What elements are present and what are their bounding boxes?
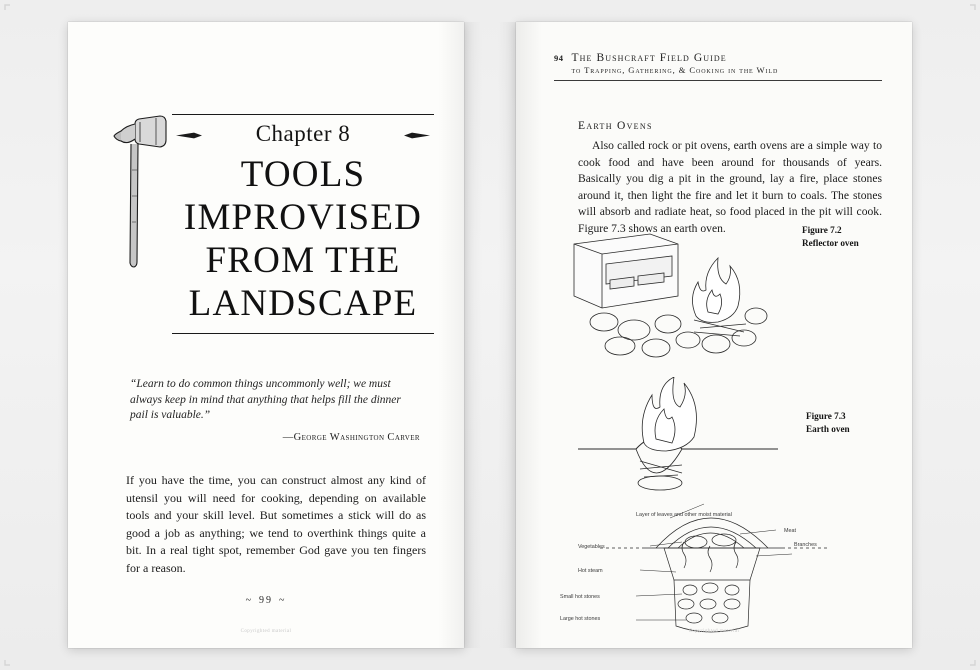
cutaway-label-small-hot-stones: Small hot stones (560, 594, 600, 600)
running-head-title: The Bushcraft Field Guide (571, 52, 727, 64)
frame-corner-icon (960, 650, 976, 666)
section-body-text: Also called rock or pit ovens, earth ovens are a simple way to cook food and have been around for thousands of years. Basically you dig a pit in the ground, lay a fire, place stones around it, then light the fire and let it burn to coals. The stones will absorb and radiate heat, so food placed in the pit will cook. Figure 7.3 shows an earth oven. (578, 139, 882, 235)
cutaway-label-hot-steam: Hot steam (578, 568, 603, 574)
chapter-opener (172, 114, 434, 334)
figure-73-caption (806, 410, 850, 435)
figure-73-number: Figure 7.3 (806, 411, 846, 421)
cutaway-label-vegetables: Vegetables (578, 544, 605, 550)
cutaway-label-large-hot-stones: Large hot stones (560, 616, 601, 622)
running-head-subtitle: to Trapping, Gathering, & Cooking in the Wild (571, 65, 779, 75)
gutter-shadow (464, 22, 516, 648)
figure-72-number: Figure 7.2 (802, 225, 842, 235)
page-number: 99 (259, 595, 273, 606)
epigraph-text: “Learn to do common things uncommonly well; we must always keep in mind that anything that helps fill the dinner pail is valuable.” (130, 378, 401, 421)
section-heading: Earth Ovens (578, 120, 653, 132)
frame-corner-icon (960, 4, 976, 20)
chapter-title-line: LANDSCAPE (188, 283, 418, 324)
chapter-rule-bottom (172, 333, 434, 334)
chapter-number-row (172, 119, 434, 151)
epigraph-attribution: —George Washington Carver (282, 431, 420, 443)
folio-dash-left: ~ (245, 595, 253, 606)
right-page (516, 22, 912, 648)
reflector-oven-illustration (568, 220, 790, 360)
chapter-number: Chapter 8 (255, 121, 351, 146)
epigraph (130, 377, 420, 445)
copyright-mark-left: Copyrighted material (240, 629, 292, 634)
copyright-mark-right: Copyrighted material (688, 629, 740, 634)
chapter-title-line: FROM THE (205, 240, 401, 281)
chapter-title-line: TOOLS (240, 154, 366, 195)
frame-corner-icon (4, 4, 20, 20)
cutaway-label-meat: Meat (784, 528, 796, 534)
ornament-left-icon (176, 132, 202, 139)
figure-73-label: Earth oven (806, 423, 850, 434)
chapter-title (172, 151, 434, 331)
chapter-title-line: IMPROVISED (183, 197, 423, 238)
running-head (554, 52, 882, 81)
figure-72-caption (802, 224, 859, 249)
cutaway-label-branches: Branches (794, 542, 817, 548)
running-head-folio: 94 (554, 53, 564, 63)
figure-72-label: Reflector oven (802, 237, 859, 248)
page-folio-left (68, 595, 464, 606)
left-body-text: If you have the time, you can construct almost any kind of utensil you will need for cooking, depending on available tools and your skill level. But sometimes a stick will do as good a job as anything; we tend to overthink things quite a bit. In a real tight spot, remember God gave you ten fingers for a reason. (126, 473, 426, 575)
axe-illustration (104, 110, 170, 270)
frame-corner-icon (4, 650, 20, 666)
folio-dash-right: ~ (279, 595, 287, 606)
left-page (68, 22, 464, 648)
cutaway-label-leaves: Layer of leaves and other moist material (636, 512, 732, 518)
ornament-right-icon (404, 132, 430, 139)
chapter-rule-top (172, 114, 434, 115)
